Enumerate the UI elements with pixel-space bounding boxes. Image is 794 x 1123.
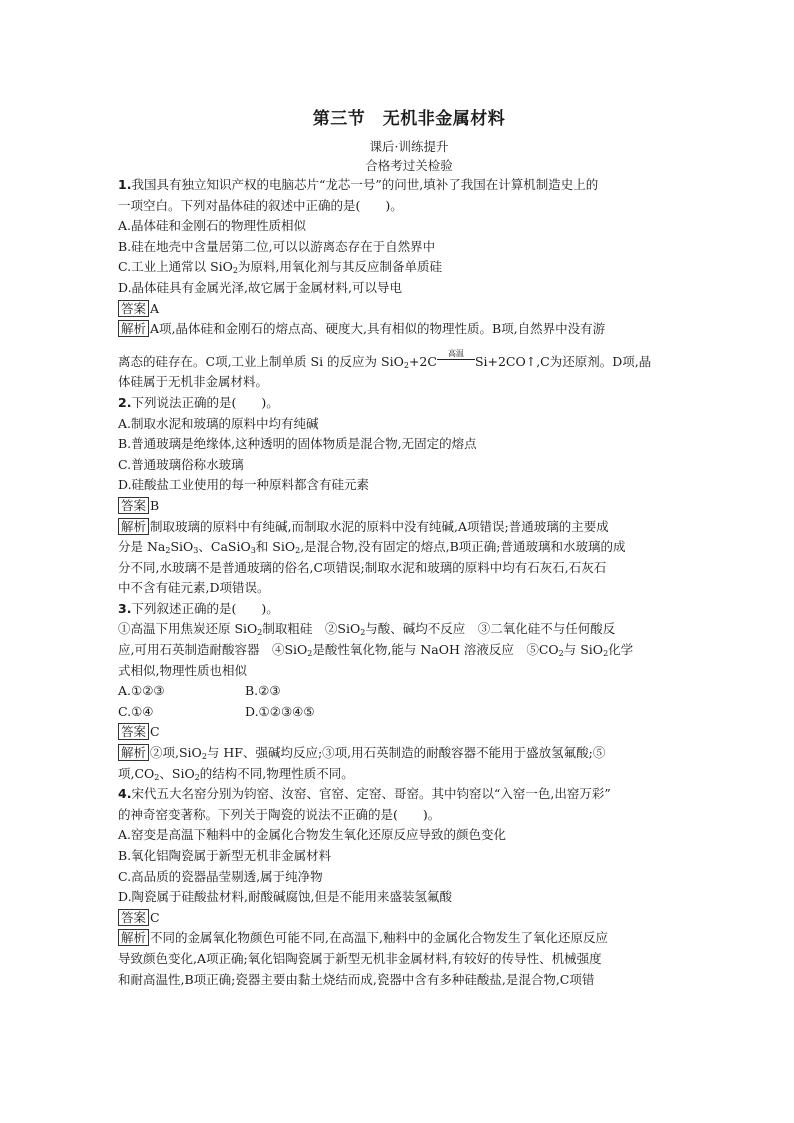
analysis-row: 解析 A项,晶体硅和金刚石的熔点高、硬度大,具有相似的物理性质。B项,自然界中没有游	[118, 319, 678, 340]
option-c: C.①④	[118, 703, 154, 719]
answer-label: 答案	[118, 909, 149, 926]
question-number: 2.	[118, 394, 132, 410]
options-row	[118, 702, 678, 723]
question-number: 1.	[118, 177, 132, 192]
option-b: B.氧化铝陶瓷属于新型无机非金属材料	[118, 848, 332, 863]
answer-row	[118, 299, 678, 320]
analysis-label: 解析	[118, 320, 149, 337]
option-b: B.普通玻璃是绝缘体,这种透明的固体物质是混合物,无固定的熔点	[118, 436, 477, 452]
answer-value: C	[150, 909, 160, 925]
question-stem: 下列说法正确的是( )。	[131, 394, 279, 410]
option-a: A.制取水泥和玻璃的原料中均有纯碱	[118, 415, 319, 431]
answer-value: B	[150, 497, 160, 513]
subsection-heading: 合格考过关检验	[365, 158, 453, 173]
analysis-row: 解析 制取玻璃的原料中有纯碱,而制取水泥的原料中没有纯碱,A项错误;普通玻璃的主要成	[118, 517, 678, 538]
option-d: D.晶体硅具有金属光泽,故它属于金属材料,可以导电	[118, 279, 402, 295]
question-stem: 的神奇窑变著称。下列关于陶瓷的说法不正确的是( )。	[118, 806, 441, 822]
options-row	[118, 681, 678, 702]
question-number: 3.	[118, 600, 132, 616]
option-d: D.硅酸盐工业使用的每一种原料都含有硅元素	[118, 477, 370, 493]
page-title: 第三节 无机非金属材料	[312, 109, 506, 129]
analysis-row: 解析 ②项,SiO$_2$与 HF、强碱均反应;③项,用石英制造的耐酸容器不能用于盛放氢氟酸;⑤	[118, 743, 678, 764]
analysis-text: 分是 $Na_2SiO_3$、CaSiO$_3$和 SiO$_2$,是混合物,没有固定的熔点,B项正确;普通玻璃和水玻璃的成	[118, 539, 626, 556]
answer-value: A	[150, 300, 160, 316]
analysis-text: 离态的硅存在。C项,工业上制单质 Si 的反应为 SiO$_2$+2C 高温 Si+2CO↑,C为还原剂。D项,晶	[118, 348, 652, 370]
option-a: A.窑变是高温下釉料中的金属化合物发生氧化还原反应导致的颜色变化	[118, 827, 507, 843]
analysis-text: 和耐高温性,B项正确;瓷器主要由黏土烧结而成,瓷器中含有多种硅酸盐,是混合物,C项错	[118, 971, 595, 987]
reaction-condition-arrow: 高温	[437, 354, 475, 366]
document-page	[118, 104, 678, 990]
question-stem: 我国具有独立知识产权的电脑芯片“龙芯一号”的问世,填补了我国在计算机制造史上的	[131, 177, 599, 192]
option-d: D.陶瓷属于硅酸盐材料,耐酸碱腐蚀,但是不能用来盛装氢氟酸	[118, 889, 452, 905]
answer-row	[118, 908, 678, 929]
question-3	[118, 599, 678, 784]
analysis-text: 体硅属于无机非金属材料。	[118, 374, 269, 390]
statement-list: 式相似,物理性质也相似	[118, 662, 247, 678]
answer-row	[118, 496, 678, 517]
question-stem: 一项空白。下列对晶体硅的叙述中正确的是( )。	[118, 197, 403, 213]
question-stem: 下列叙述正确的是( )。	[131, 600, 279, 616]
analysis-text: 分不同,水玻璃不是普通玻璃的俗名,C项错误;制取水泥和玻璃的原料中均有石灰石,石灰石	[118, 559, 607, 575]
option-b: B.硅在地壳中含量居第二位,可以以游离态存在于自然界中	[118, 238, 436, 254]
option-b: B.②③	[245, 683, 281, 699]
answer-value: C	[150, 724, 160, 740]
answer-label: 答案	[118, 300, 149, 317]
analysis-label: 解析	[118, 744, 149, 761]
option-d: D.①②③④⑤	[245, 703, 315, 719]
analysis-row: 解析 不同的金属氧化物颜色可能不同,在高温下,釉料中的金属化合物发生了氧化还原反应	[118, 928, 678, 949]
answer-label: 答案	[118, 723, 149, 740]
analysis-text: 中不含有硅元素,D项错误。	[118, 580, 270, 596]
option-a: A.晶体硅和金刚石的物理性质相似	[118, 218, 307, 234]
question-number: 4.	[118, 786, 132, 802]
option-c: C.工业上通常以 SiO$_2$为原料,用氧化剂与其反应制备单质硅	[118, 259, 442, 276]
option-c: C.普通玻璃俗称水玻璃	[118, 456, 244, 472]
question-1	[118, 175, 678, 393]
answer-row	[118, 722, 678, 743]
analysis-text: 导致颜色变化,A项正确;氧化铝陶瓷属于新型无机非金属材料,有较好的传导性、机械强度	[118, 950, 602, 966]
option-a: A.①②③	[118, 683, 165, 699]
statement-list: 应,可用石英制造耐酸容器 ④SiO$_2$是酸性氧化物,能与 NaOH 溶液反应 $⑤CO_2$与 SiO$_2$化学	[118, 642, 634, 659]
section-heading: 课后·训练提升	[369, 139, 449, 154]
question-stem: 宋代五大名窑分别为钧窑、汝窑、官窑、定窑、哥窑。其中钧窑以“入窑一色,出窑万彩”	[131, 786, 611, 802]
statement-list: ①高温下用焦炭还原 SiO$_2$制取粗硅 ②SiO$_2$与酸、碱均不反应 ③二氧化硅不与任何酸反	[118, 621, 616, 638]
option-c: C.高品质的瓷器晶莹剔透,属于纯净物	[118, 868, 323, 884]
question-2	[118, 393, 678, 599]
analysis-text: 项$,CO_2$、SiO$_2$的结构不同,物理性质不同。	[118, 765, 354, 782]
analysis-label: 解析	[118, 518, 149, 535]
answer-label: 答案	[118, 497, 149, 514]
analysis-label: 解析	[118, 929, 149, 946]
question-4	[118, 784, 678, 990]
